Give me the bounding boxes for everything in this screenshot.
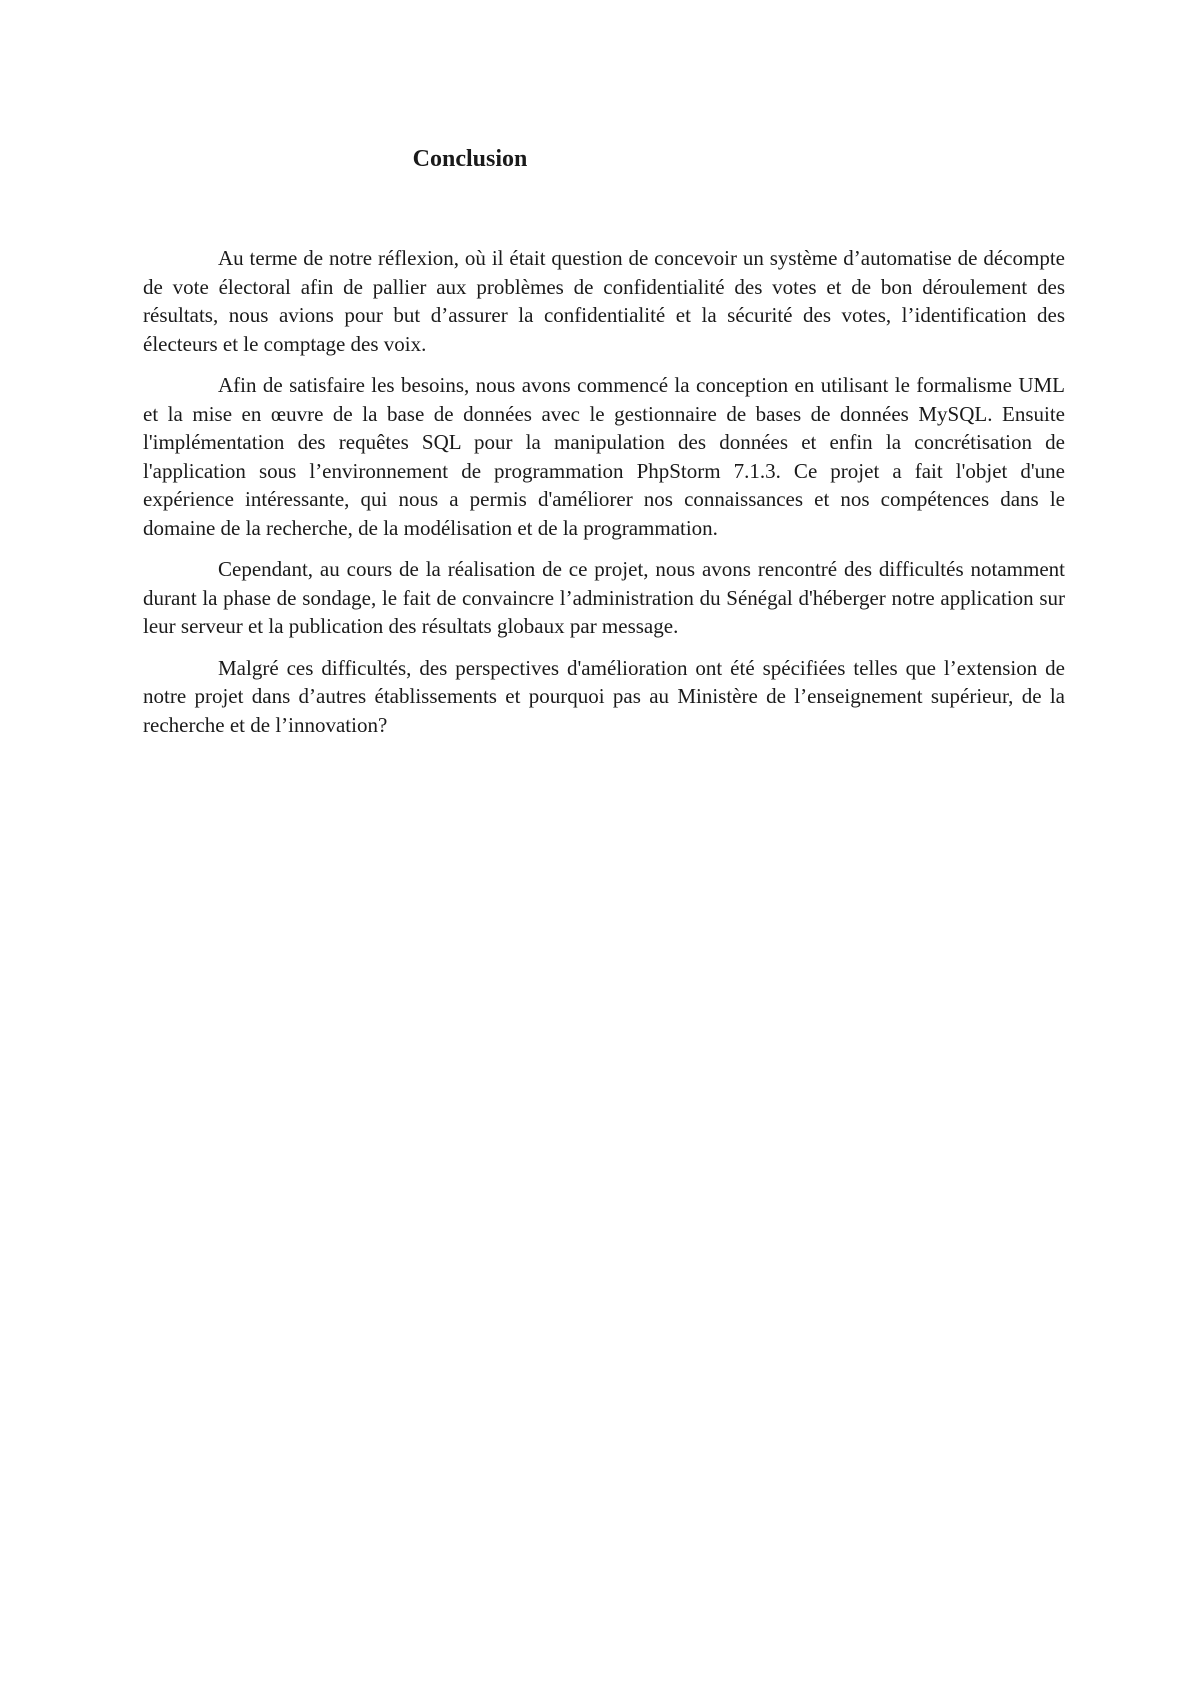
paragraph-intro: Au terme de notre réflexion, où il était question de concevoir un système d’automatise de décompte de vote électoral afin de pallier aux problèmes de confidentialité des votes et de bon déroulement des résultats, nous avions pour but d’assurer la confidentialité et la sécurité des votes, l’identification des électeurs et le comptage des voix. (143, 246, 1065, 356)
body-text (143, 244, 1065, 752)
paragraph-difficulties: Cependant, au cours de la réalisation de ce projet, nous avons rencontré des difficultés notamment durant la phase de sondage, le fait de convaincre l’administration du Sénégal d'héberger notre application sur leur serveur et la publication des résultats globaux par message. (143, 557, 1065, 638)
paragraph-perspectives: Malgré ces difficultés, des perspectives d'amélioration ont été spécifiées telles que l’extension de notre projet dans d’autres établissements et pourquoi pas au Ministère de l’enseignement supérieur, de la recherche et de l’innovation? (143, 655, 1065, 737)
paragraph-methodology: Afin de satisfaire les besoins, nous avons commencé la conception en utilisant le formalisme UML et la mise en œuvre de la base de données avec le gestionnaire de bases de données MySQL. Ensuite l'implémentation des requêtes SQL pour la manipulation des données et enfin la concrétisation de l'application sous l’environnement de programmation PhpStorm 7.1.3. Ce projet a fait l'objet d'une expérience intéressante, qui nous a permis d'améliorer nos connaissances et nos compétences dans le domaine de la recherche, de la modélisation et de la programmation. (143, 373, 1065, 540)
page-title: Conclusion (412, 146, 528, 172)
